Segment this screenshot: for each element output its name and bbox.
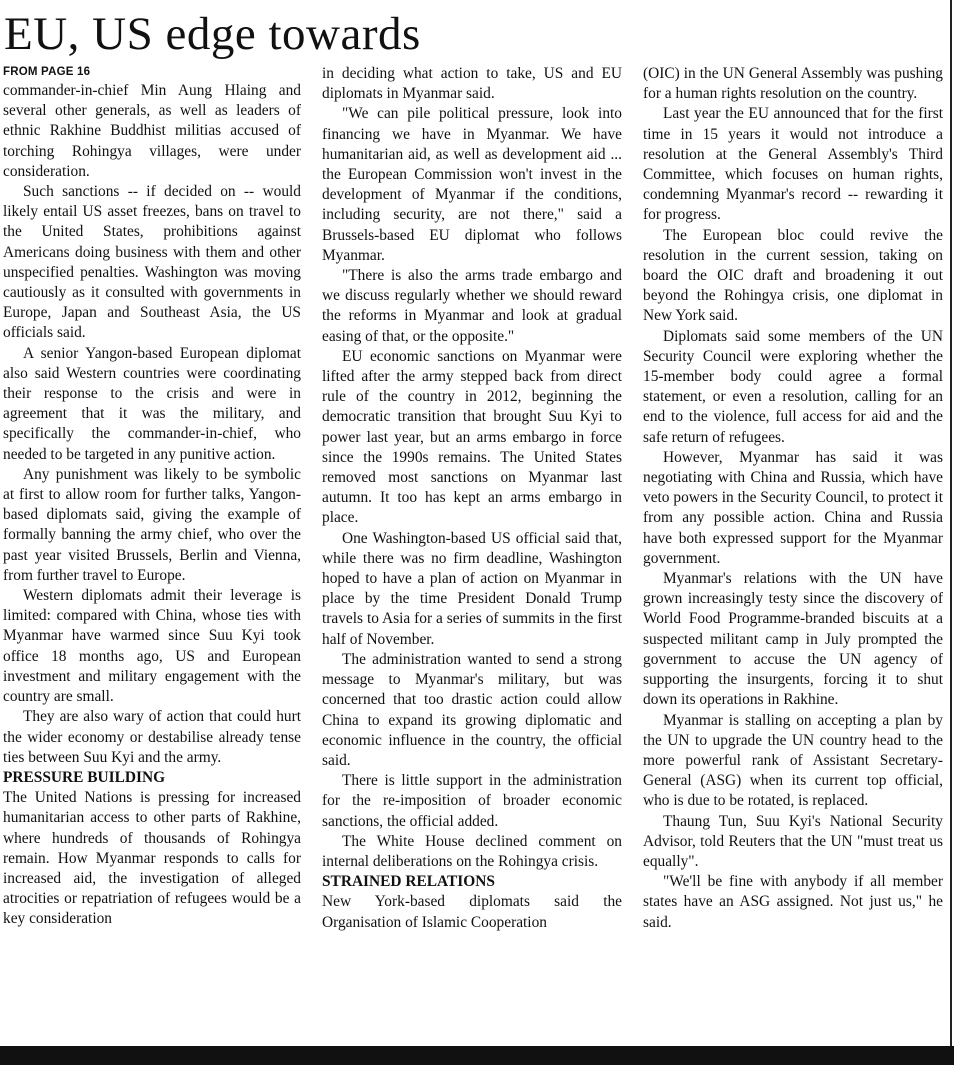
page-jump-label: FROM PAGE 16: [3, 66, 91, 78]
article-paragraph: EU economic sanctions on Myanmar were lifted after the army stepped back from direct rule of the country in 2012, beginning the democratic transition that brought Suu Kyi to power last year, but an arms embargo in force since the 1990s remains. The United States removed most sanctions on Myanmar last autumn. It too has kept an arms embargo in place.: [322, 347, 622, 527]
article-paragraph: Western diplomats admit their leverage is limited: compared with China, whose ties with Myanmar have warmed since Suu Kyi took office 18 months ago, US and European investment and military engagement with the country are small.: [3, 587, 301, 706]
section-subhead: STRAINED RELATIONS: [322, 873, 495, 891]
article-headline: EU, US edge towards: [4, 8, 421, 60]
column-rule: [950, 0, 952, 1046]
section-subhead: PRESSURE BUILDING: [3, 768, 166, 786]
article-paragraph: Any punishment was likely to be symbolic at first to allow room for further talks, Yangon-based diplomats said, giving the example of formally banning the army chief, who over the past year visited Brussels, Berlin and Vienna, from further travel to Europe.: [3, 465, 301, 584]
article-paragraph: Such sanctions -- if decided on -- would likely entail US asset freezes, bans on travel to the United States, prohibitions against Americans doing business with them and other unspecified penalties. Washington was moving cautiously as it consulted with governments in Europe, Japan and Southeast Asia, the US officials said.: [3, 183, 301, 342]
article-column-2: [322, 64, 622, 933]
page-bottom-bar: [0, 1046, 954, 1065]
article-paragraph: One Washington-based US official said that, while there was no firm deadline, Washington hoped to have a plan of action on Myanmar in place by the time President Donald Trump travels to Asia for a series of summits in the first half of November.: [322, 529, 622, 648]
article-paragraph: Myanmar's relations with the UN have grown increasingly testy since the discovery of World Food Programme-branded biscuits at a suspected militant camp in July prompted the government to accuse the UN agency of supporting the insurgents, forcing it to shut down its operations in Rakhine.: [643, 570, 943, 709]
article-paragraph: (OIC) in the UN General Assembly was pushing for a human rights resolution on the country.: [643, 65, 943, 103]
article-paragraph: Diplomats said some members of the UN Security Council were exploring whether the 15-member body could agree a formal statement, or even a resolution, calling for an end to the violence, full access for aid and the safe return of refugees.: [643, 327, 943, 446]
article-paragraph: New York-based diplomats said the Organisation of Islamic Cooperation: [322, 893, 622, 931]
article-paragraph: There is little support in the administration for the re-imposition of broader economic sanctions, the official added.: [322, 772, 622, 830]
article-paragraph: commander-in-chief Min Aung Hlaing and several other generals, as well as leaders of ethnic Rakhine Buddhist militias accused of torching Rohingya villages, were under consideration.: [3, 82, 301, 180]
article-paragraph: "We'll be fine with anybody if all member states have an ASG assigned. Not just us," he said.: [643, 873, 943, 931]
article-paragraph: in deciding what action to take, US and EU diplomats in Myanmar said.: [322, 65, 622, 103]
article-column-1: [3, 64, 301, 930]
article-paragraph: "We can pile political pressure, look into financing we have in Myanmar. We have humanitarian aid, as well as development aid ... the European Commission won't invest in the development of Myanmar if the conditions, including security, are not there," said a Brussels-based EU diplomat who follows Myanmar.: [322, 105, 622, 264]
article-paragraph: The White House declined comment on internal deliberations on the Rohingya crisis.: [322, 832, 622, 870]
article-paragraph: A senior Yangon-based European diplomat also said Western countries were coordinating their response to the crisis and were in agreement that it was the military, and specifically the commander-in-chief, who needed to be targeted in any punitive action.: [3, 344, 301, 463]
article-paragraph: "There is also the arms trade embargo and we discuss regularly whether we should reward the reforms in Myanmar and look at gradual easing of that, or the opposite.": [322, 267, 622, 345]
article-paragraph: Thaung Tun, Suu Kyi's National Security Advisor, told Reuters that the UN "must treat us equally".: [643, 812, 943, 870]
article-paragraph: Myanmar is stalling on accepting a plan by the UN to upgrade the UN country head to the more powerful rank of Assistant Secretary-General (ASG) when its current top official, who is due to be rotated, is replaced.: [643, 711, 943, 810]
article-paragraph: The United Nations is pressing for increased humanitarian access to other parts of Rakhine, where hundreds of thousands of Rohingya remain. How Myanmar responds to calls for increased aid, the investigation of alleged atrocities or repatriation of refugees would be a key consideration: [3, 789, 301, 928]
article-paragraph: They are also wary of action that could hurt the wider economy or destabilise already tense ties between Suu Kyi and the army.: [3, 708, 301, 766]
article-paragraph: The European bloc could revive the resolution in the current session, taking on board the OIC draft and broadening it out beyond the Rohingya crisis, one diplomat in New York said.: [643, 226, 943, 325]
article-paragraph: Last year the EU announced that for the first time in 15 years it would not introduce a resolution at the General Assembly's Third Committee, which focuses on human rights, condemning Myanmar's record -- rewarding it for progress.: [643, 105, 943, 224]
article-paragraph: The administration wanted to send a strong message to Myanmar's military, but was concerned that too drastic action could allow China to expand its growing diplomatic and economic influence in the country, the official said.: [322, 650, 622, 769]
article-paragraph: However, Myanmar has said it was negotiating with China and Russia, which have veto powers in the Security Council, to protect it from any possible action. China and Russia have both expressed support for the Myanmar government.: [643, 448, 943, 567]
article-column-3: [643, 64, 943, 933]
